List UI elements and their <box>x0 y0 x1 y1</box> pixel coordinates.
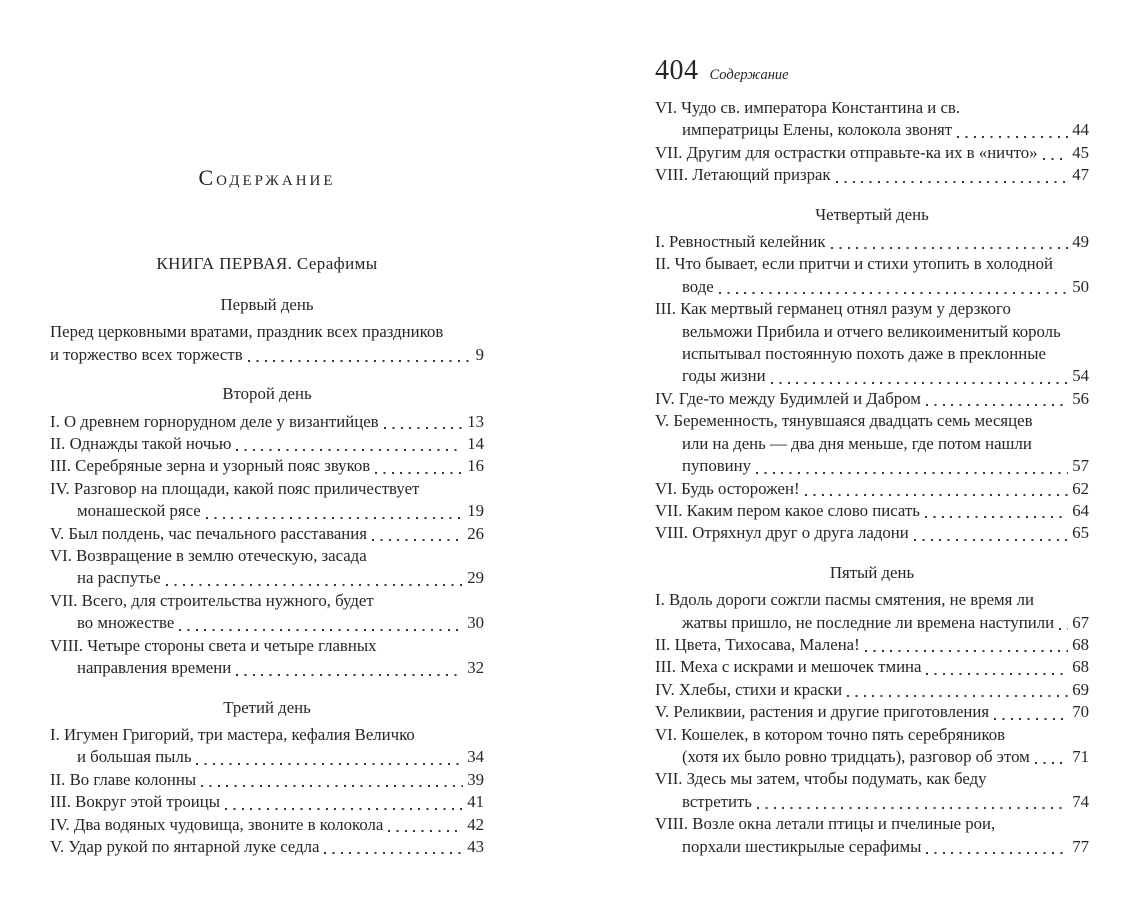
toc-entry <box>50 411 484 433</box>
entry-page-number: 70 <box>1072 702 1089 722</box>
entry-page-number: 26 <box>467 523 484 543</box>
entry-page-number: 54 <box>1072 366 1089 386</box>
toc-entry-line: I. Вдоль дороги сожгли пасмы смятения, не время ли <box>655 590 1034 610</box>
toc-entry <box>655 164 1089 186</box>
toc-entry-line: или на день — два дня меньше, где потом нашли <box>682 433 1032 453</box>
entry-page-number: 43 <box>467 836 484 856</box>
toc-entry-line: II. Что бывает, если притчи и стихи утопить в холодной <box>655 254 1053 274</box>
entry-page-number: 41 <box>467 792 484 812</box>
section-heading: Четвертый день <box>815 204 929 224</box>
toc-entry-line <box>655 701 1089 723</box>
dot-leader <box>174 612 467 634</box>
toc-entry-line: III. Как мертвый германец отнял разум у дерзкого <box>655 299 1011 319</box>
section-heading: Пятый день <box>829 562 915 582</box>
toc-entry-text: III. Серебряные зерна и узорный пояс звуков <box>50 456 371 476</box>
dot-leader <box>714 276 1073 298</box>
toc-entry-line <box>655 119 1089 141</box>
toc-entry-line <box>50 612 484 634</box>
toc-entry <box>50 724 484 769</box>
entry-page-number: 32 <box>467 658 484 678</box>
toc-entry-text: годы жизни <box>682 366 766 386</box>
toc-entry-text: V. Удар рукой по янтарной луке седла <box>50 836 320 856</box>
toc-entry-text: VII. Другим для острастки отправьте-ка их в «ничто» <box>655 142 1038 162</box>
toc-entry-line <box>50 433 484 455</box>
toc-entry-text: VIII. Летающий призрак <box>655 165 831 185</box>
section-heading: Первый день <box>220 295 314 314</box>
toc-entry <box>50 523 484 545</box>
dot-leader <box>842 679 1072 701</box>
dot-leader <box>367 523 467 545</box>
toc-entry <box>50 635 484 680</box>
toc-entry <box>50 455 484 477</box>
toc-entry-line <box>655 746 1089 768</box>
left-toc-sections <box>50 294 484 858</box>
toc-entry-text: встретить <box>682 791 752 811</box>
toc-entry-text: VIII. Отряхнул друг о друга ладони <box>655 523 909 543</box>
toc-entry-line <box>655 164 1089 186</box>
entry-page-number: 69 <box>1072 679 1089 699</box>
toc-entry-line <box>50 836 484 858</box>
toc-entry <box>655 97 1089 142</box>
dot-leader <box>196 769 467 791</box>
toc-entry <box>50 769 484 791</box>
toc-entry-line: VII. Всего, для строительства нужного, будет <box>50 590 374 610</box>
dot-leader <box>191 746 467 768</box>
toc-entry <box>655 142 1089 164</box>
entry-page-number: 30 <box>467 613 484 633</box>
toc-entry-line: VI. Кошелек, в котором точно пять серебряников <box>655 724 1006 744</box>
toc-entry-line <box>50 814 484 836</box>
entry-page-number: 49 <box>1072 232 1089 252</box>
toc-entry-text: V. Был полдень, час печального расставания <box>50 523 367 543</box>
toc-entry-text: I. Ревностный келейник <box>655 232 826 252</box>
toc-entry-text: IV. Хлебы, стихи и краски <box>655 679 843 699</box>
toc-entry-line <box>50 791 484 813</box>
dot-leader <box>800 478 1073 500</box>
toc-entry-line <box>655 455 1089 477</box>
entry-page-number: 71 <box>1072 746 1089 766</box>
toc-entry-line <box>655 634 1089 656</box>
toc-entry <box>655 768 1089 813</box>
dot-leader <box>161 567 468 589</box>
entry-page-number: 77 <box>1072 836 1089 856</box>
entry-page-number: 50 <box>1072 276 1089 296</box>
toc-entry <box>50 791 484 813</box>
toc-entry <box>50 545 484 590</box>
dot-leader <box>766 365 1073 387</box>
toc-entry-line <box>50 455 484 477</box>
dot-leader <box>1038 142 1073 164</box>
toc-entry-line <box>655 679 1089 701</box>
toc-entry <box>50 836 484 858</box>
toc-entry-line <box>655 388 1089 410</box>
toc-entry-text: жатвы пришло, не последние ли времена наступили <box>682 612 1055 632</box>
toc-entry-text: IV. Два водяных чудовища, звоните в колокола <box>50 814 384 834</box>
toc-entry-line <box>655 522 1089 544</box>
entry-page-number: 34 <box>467 747 484 767</box>
dot-leader <box>752 791 1072 813</box>
dot-leader <box>201 500 467 522</box>
toc-entry-text: во множестве <box>77 613 175 633</box>
dot-leader <box>1030 746 1072 768</box>
toc-entry <box>50 814 484 836</box>
toc-entry-line <box>50 769 484 791</box>
toc-entry-text: IV. Где-то между Будимлей и Дабром <box>655 388 921 408</box>
toc-entry-line: I. Игумен Григорий, три мастера, кефалия Величко <box>50 724 415 744</box>
dot-leader <box>921 656 1072 678</box>
entry-page-number: 42 <box>467 814 484 834</box>
toc-entry-text: пуповину <box>682 456 752 476</box>
entry-page-number: 57 <box>1072 456 1089 476</box>
dot-leader <box>751 455 1072 477</box>
toc-entry-text: воде <box>682 276 714 296</box>
dot-leader <box>921 388 1072 410</box>
toc-entry-line: Перед церковными вратами, праздник всех праздников <box>50 322 444 342</box>
toc-entry <box>655 634 1089 656</box>
toc-entry-line <box>50 567 484 589</box>
toc-entry <box>50 478 484 523</box>
running-title: Содержание <box>709 67 789 83</box>
entry-page-number: 14 <box>467 434 484 454</box>
toc-entry-line <box>50 657 484 679</box>
running-header <box>655 56 1089 86</box>
entry-page-number: 67 <box>1072 612 1089 632</box>
entry-page-number: 39 <box>467 769 484 789</box>
toc-entry <box>655 231 1089 253</box>
entry-page-number: 19 <box>467 501 484 521</box>
toc-entry-text: монашеской рясе <box>77 501 201 521</box>
toc-entry-text: II. Во главе колонны <box>50 769 197 789</box>
entry-page-number: 16 <box>467 456 484 476</box>
toc-entry-text: VI. Будь осторожен! <box>655 478 800 498</box>
toc-entry <box>655 656 1089 678</box>
entry-page-number: 74 <box>1072 791 1089 811</box>
toc-entry-text: III. Вокруг этой троицы <box>50 792 220 812</box>
toc-entry-text: V. Реликвии, растения и другие приготовления <box>655 702 990 722</box>
dot-leader <box>1054 612 1072 634</box>
right-toc-sections <box>655 97 1089 858</box>
dot-leader <box>831 164 1073 186</box>
book-part-heading: КНИГА ПЕРВАЯ. Серафимы <box>156 254 378 273</box>
toc-entry-line <box>655 612 1089 634</box>
dot-leader <box>920 500 1072 522</box>
dot-leader <box>379 411 468 433</box>
toc-title: Содержание <box>198 165 336 190</box>
dot-leader <box>989 701 1072 723</box>
toc-entry-line <box>655 276 1089 298</box>
toc-entry <box>655 478 1089 500</box>
toc-entry-text: III. Меха с искрами и мешочек тмина <box>655 657 922 677</box>
toc-entry-text: II. Цвета, Тихосава, Малена! <box>655 634 860 654</box>
toc-entry-line <box>655 231 1089 253</box>
entry-page-number: 9 <box>475 344 484 364</box>
toc-entry <box>655 522 1089 544</box>
toc-entry-line <box>50 523 484 545</box>
toc-entry-line <box>655 478 1089 500</box>
dot-leader <box>231 657 467 679</box>
toc-entry-line <box>655 656 1089 678</box>
toc-entry-text: VII. Каким пером какое слово писать <box>655 500 920 520</box>
toc-entry-text: императрицы Елены, колокола звонят <box>682 120 953 140</box>
toc-entry <box>655 679 1089 701</box>
dot-leader <box>921 836 1072 858</box>
entry-page-number: 68 <box>1072 634 1089 654</box>
toc-entry-line <box>655 142 1089 164</box>
toc-entry-text: на распутье <box>77 568 161 588</box>
toc-entry-text: порхали шестикрылые серафимы <box>682 836 922 856</box>
dot-leader <box>860 634 1073 656</box>
toc-entry-text: и торжество всех торжеств <box>50 344 243 364</box>
dot-leader <box>231 433 467 455</box>
dot-leader <box>826 231 1073 253</box>
toc-entry <box>655 724 1089 769</box>
toc-entry-line: VIII. Возле окна летали птицы и пчелиные рои, <box>655 814 996 834</box>
toc-entry-line: вельможи Прибила и отчего великоименитый король <box>682 321 1061 341</box>
toc-entry <box>50 590 484 635</box>
toc-entry-line <box>50 746 484 768</box>
toc-entry-text: II. Однажды такой ночью <box>50 434 232 454</box>
toc-entry <box>655 589 1089 634</box>
entry-page-number: 64 <box>1072 500 1089 520</box>
entry-page-number: 56 <box>1072 388 1089 408</box>
toc-entry <box>655 410 1089 477</box>
toc-entry-line <box>655 500 1089 522</box>
toc-entry-line: VII. Здесь мы затем, чтобы подумать, как беду <box>655 769 987 789</box>
entry-page-number: 68 <box>1072 657 1089 677</box>
right-page <box>655 0 1089 921</box>
toc-entry <box>50 433 484 455</box>
left-page <box>50 0 484 921</box>
toc-entry <box>655 253 1089 298</box>
section-heading: Второй день <box>222 384 312 404</box>
toc-entry-line: V. Беременность, тянувшаяся двадцать семь месяцев <box>655 411 1033 431</box>
toc-entry-line <box>50 500 484 522</box>
toc-entry-text: и большая пыль <box>77 747 192 767</box>
dot-leader <box>319 836 467 858</box>
section-heading: Третий день <box>223 697 311 717</box>
toc-entry-text: I. О древнем горнорудном деле у византийцев <box>50 411 379 431</box>
entry-page-number: 29 <box>467 568 484 588</box>
toc-entry <box>655 298 1089 388</box>
dot-leader <box>383 814 467 836</box>
toc-entry-line: VI. Возвращение в землю отеческую, засада <box>50 546 367 566</box>
entry-page-number: 62 <box>1072 478 1089 498</box>
toc-entry <box>655 813 1089 858</box>
toc-entry <box>655 500 1089 522</box>
toc-entry-line <box>655 836 1089 858</box>
toc-entry-line <box>655 791 1089 813</box>
entry-page-number: 65 <box>1072 523 1089 543</box>
entry-page-number: 47 <box>1072 165 1089 185</box>
toc-entry-text: направления времени <box>77 658 232 678</box>
toc-entry <box>50 321 484 366</box>
toc-entry-line: испытывал постоянную похоть даже в преклонные <box>682 344 1046 364</box>
toc-entry <box>655 388 1089 410</box>
dot-leader <box>220 791 467 813</box>
dot-leader <box>952 119 1072 141</box>
dot-leader <box>370 455 467 477</box>
entry-page-number: 44 <box>1072 120 1089 140</box>
dot-leader <box>243 344 476 366</box>
toc-entry <box>655 701 1089 723</box>
toc-entry-text: (хотя их было ровно тридцать), разговор об этом <box>682 746 1030 766</box>
toc-entry-line <box>655 365 1089 387</box>
entry-page-number: 45 <box>1072 142 1089 162</box>
dot-leader <box>909 522 1072 544</box>
entry-page-number: 13 <box>467 411 484 431</box>
toc-entry-line <box>50 344 484 366</box>
folio-page-number: 404 <box>655 55 699 86</box>
toc-entry-line: VI. Чудо св. императора Константина и св. <box>655 98 961 117</box>
toc-entry-line: VIII. Четыре стороны света и четыре главных <box>50 635 377 655</box>
toc-entry-line <box>50 411 484 433</box>
toc-entry-line: IV. Разговор на площади, какой пояс приличествует <box>50 478 420 498</box>
